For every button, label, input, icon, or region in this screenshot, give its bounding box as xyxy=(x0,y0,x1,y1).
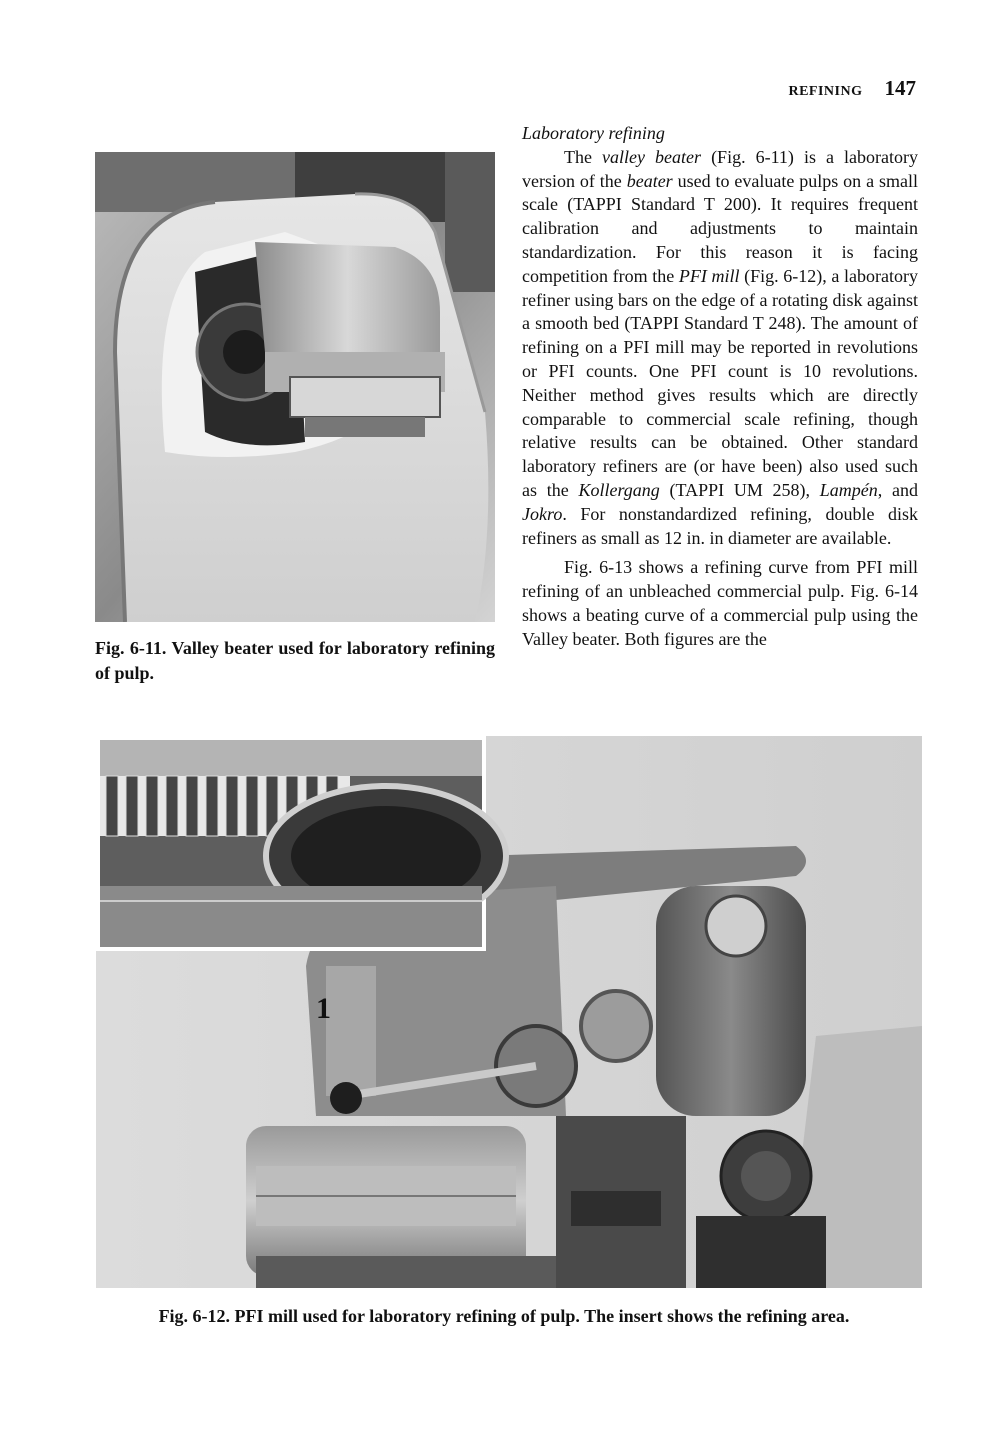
paragraph-2: Fig. 6-13 shows a refining curve from PFI mill refining of an unbleached commercial pulp. Fig. 6-14 shows a beating curve of a commercial pulp using the Valley beater. Both figures are the xyxy=(522,557,918,649)
insert-label: 1 xyxy=(316,992,331,1025)
paragraph-1: The valley beater (Fig. 6-11) is a laboratory version of the beater used to evaluate pulps on a small scale (TAPPI Standard T 200). It requires frequent calibration and adjustments to maintain standardization. For this reason it is facing competition from the PFI mill (Fig. 6-12), a laboratory refiner using bars on the edge of a rotating disk against a smooth bed (TAPPI Standard T 248). The amount of refining on a PFI mill may be reported in revolutions or PFI counts. One PFI count is 10 revolutions. Neither method gives results which are directly comparable to commercial scale refining, though relative results can be obtained. Other standard laboratory refiners are (or have been) also used such as the Kollergang (TAPPI UM 258), Lampén, and Jokro. For nonstandardized refining, double disk refiners as small as 12 in. in diameter are available. xyxy=(522,146,919,548)
section-heading: Laboratory refining xyxy=(522,123,665,143)
page-header xyxy=(788,76,916,101)
fig-6-11-caption: Fig. 6-11. Valley beater used for laboratory refining of pulp. xyxy=(95,638,495,683)
pfi-mill-photo xyxy=(96,736,922,1288)
running-head: REFINING xyxy=(788,84,863,99)
fig-6-12-caption: Fig. 6-12. PFI mill used for laboratory refining of pulp. The insert shows the refining area. xyxy=(158,1306,850,1326)
page-number: 147 xyxy=(884,76,916,100)
valley-beater-photo xyxy=(95,152,495,622)
body-text-column xyxy=(522,122,918,652)
